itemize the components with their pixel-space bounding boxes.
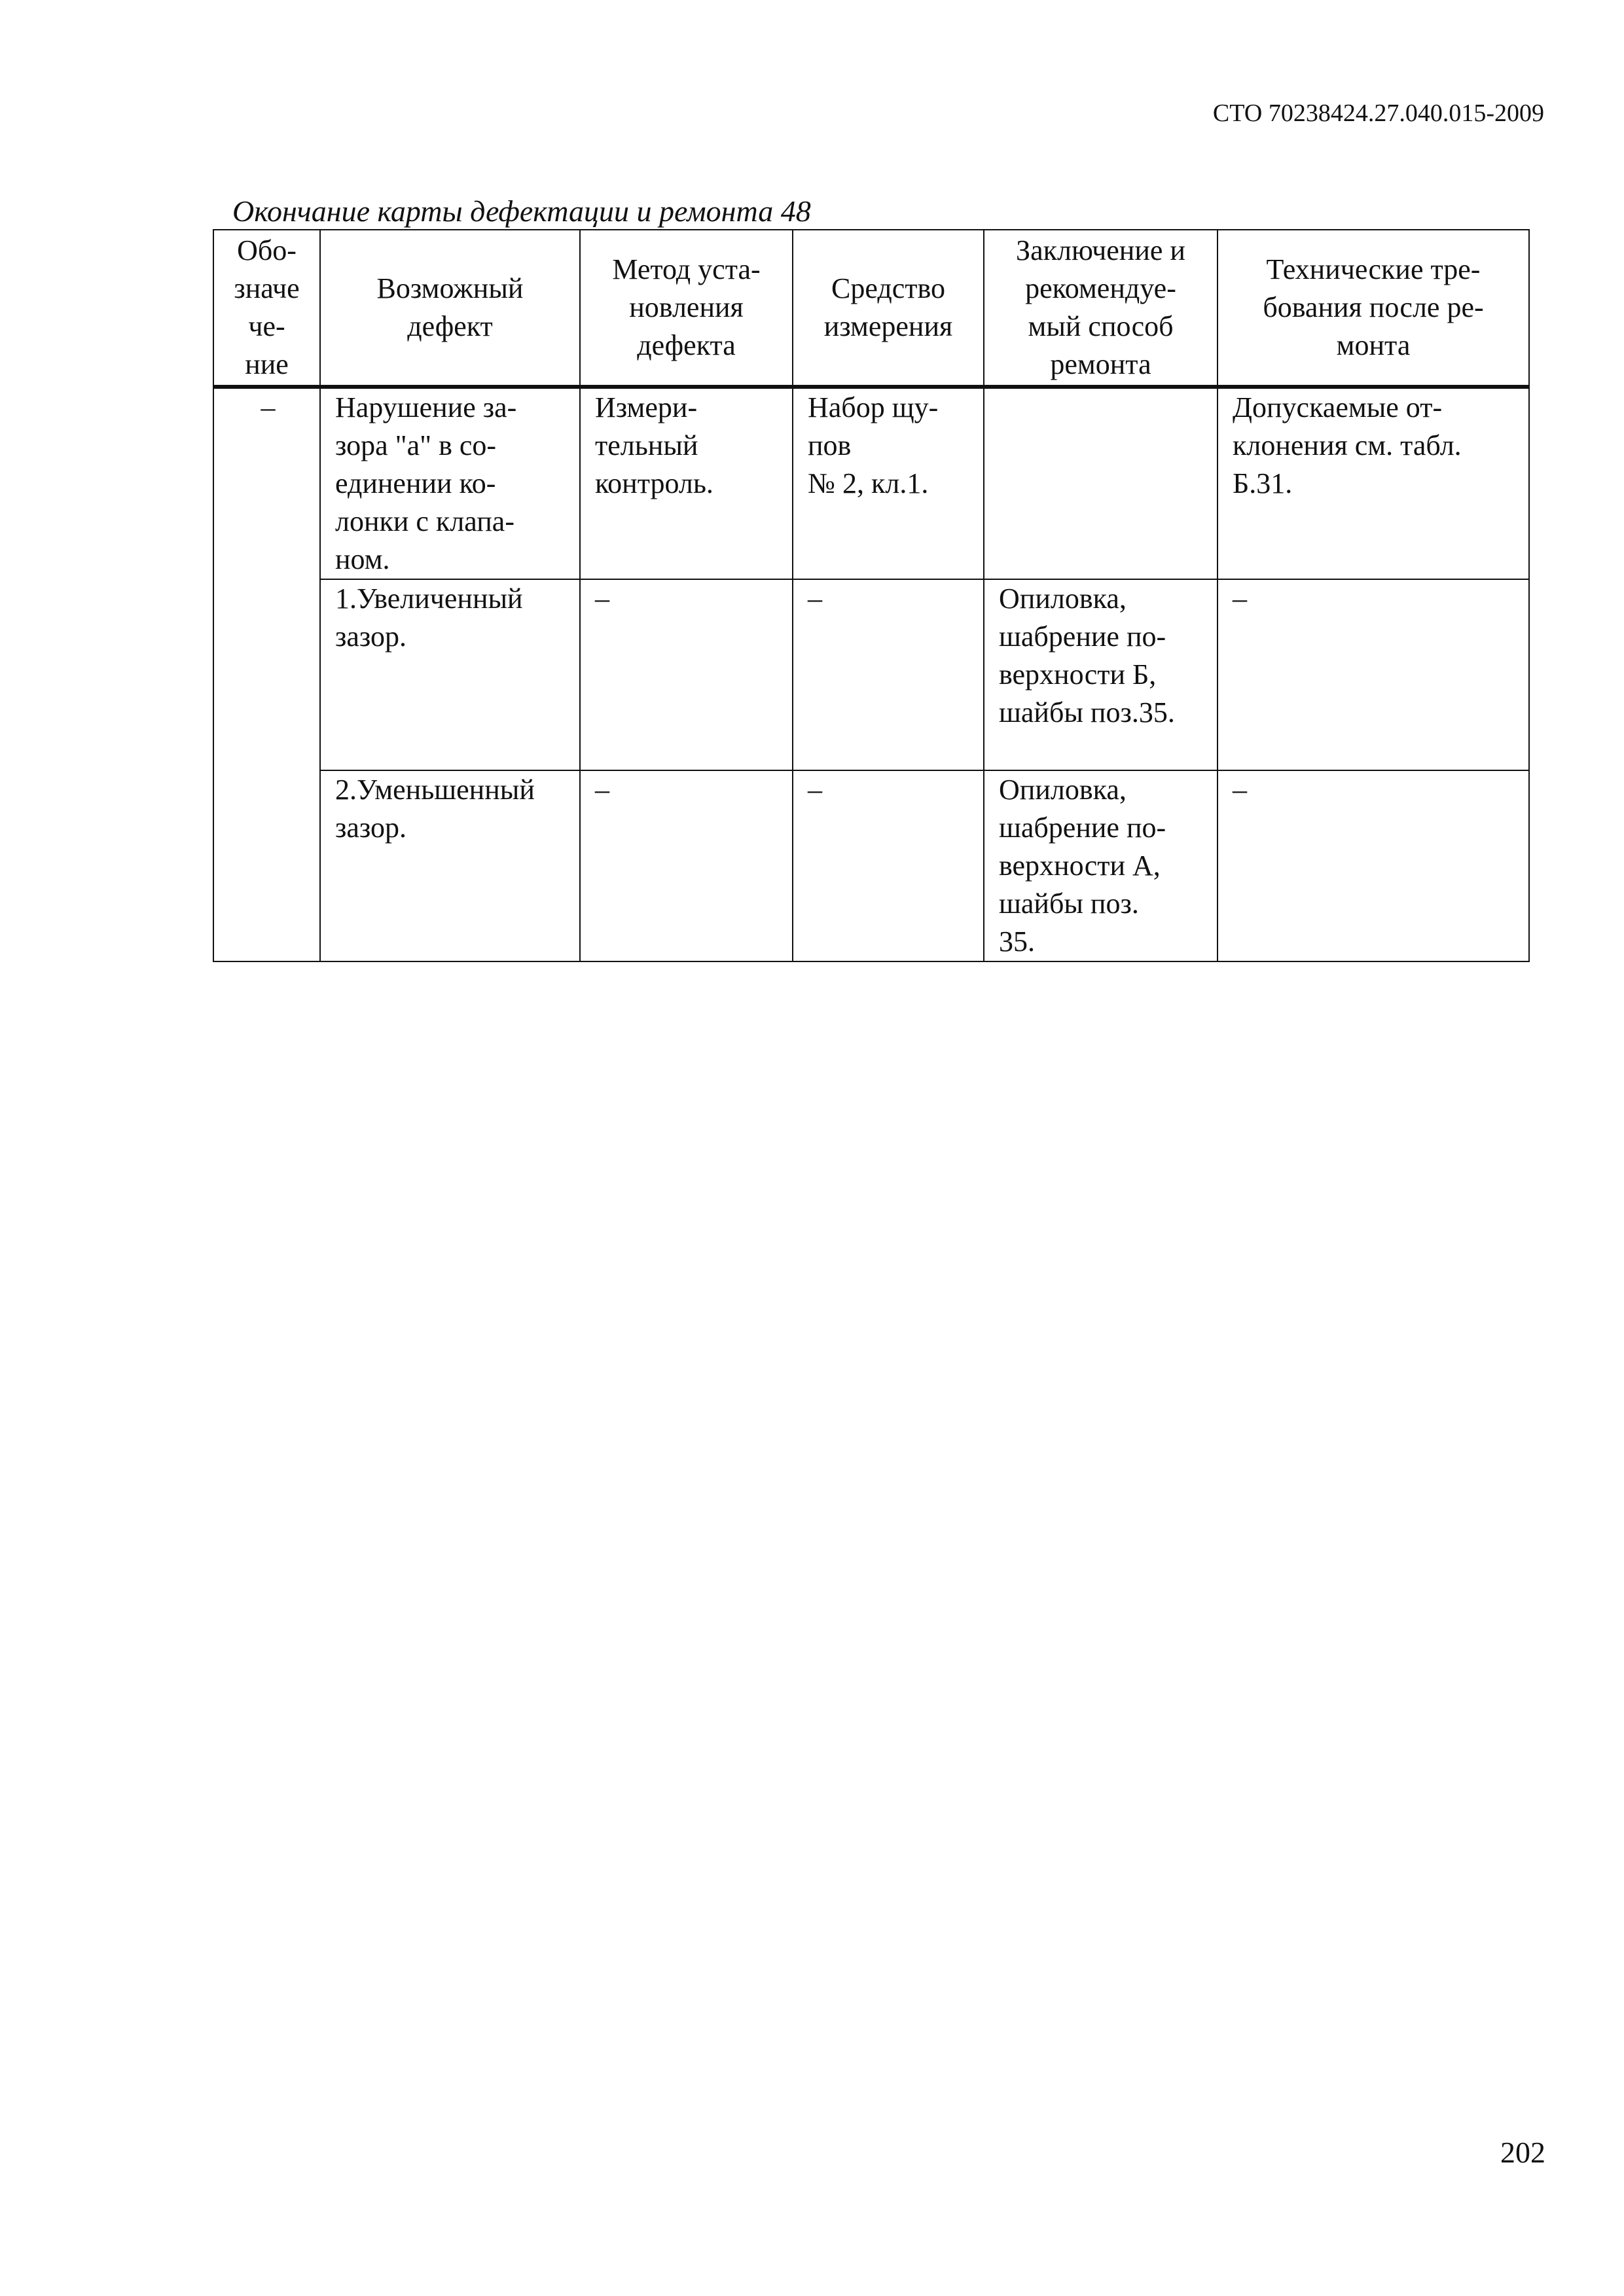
column-header-conclusion-text: Заключение и рекомендуе- мый способ ремонта — [1016, 234, 1185, 380]
cell-conclusion: Опиловка, шабрение по- верхности Б, шайбы поз.35. — [984, 579, 1218, 770]
defect-repair-table — [213, 229, 1530, 962]
cell-tool: – — [793, 579, 984, 770]
table-row — [213, 387, 1529, 579]
cell-requirements: – — [1218, 579, 1529, 770]
column-header-method — [580, 230, 793, 387]
cell-defect: 1.Увеличенный зазор. — [320, 579, 580, 770]
cell-defect: 2.Уменьшенный зазор. — [320, 770, 580, 961]
column-header-requirements — [1218, 230, 1529, 387]
cell-requirements: – — [1218, 770, 1529, 961]
column-header-method-text: Метод уста- новления дефекта — [612, 253, 761, 361]
page-number: 202 — [1500, 2136, 1545, 2169]
cell-designation: – — [213, 387, 320, 961]
cell-conclusion: Опиловка, шабрение по- верхности А, шайбы поз. 35. — [984, 770, 1218, 961]
table-caption: Окончание карты дефектации и ремонта 48 — [232, 194, 811, 228]
cell-tool: – — [793, 770, 984, 961]
table-row — [213, 770, 1529, 961]
cell-method: Измери- тельный контроль. — [580, 387, 793, 579]
column-header-defect-text: Возможный дефект — [376, 272, 524, 342]
column-header-designation — [213, 230, 320, 387]
column-header-requirements-text: Технические тре- бования после ре- монта — [1263, 253, 1484, 361]
table-header-row — [213, 230, 1529, 387]
cell-method: – — [580, 770, 793, 961]
document-code: СТО 70238424.27.040.015-2009 — [1212, 99, 1544, 127]
table-row — [213, 579, 1529, 770]
cell-requirements: Допускаемые от- клонения см. табл. Б.31. — [1218, 387, 1529, 579]
column-header-defect — [320, 230, 580, 387]
column-header-designation-text: Обо- значе че- ние — [234, 234, 300, 380]
cell-conclusion — [984, 387, 1218, 579]
column-header-tool-text: Средство измерения — [823, 272, 953, 342]
column-header-conclusion — [984, 230, 1218, 387]
cell-method: – — [580, 579, 793, 770]
cell-defect: Нарушение за- зора "а" в со- единении ко- лонки с клапа- ном. — [320, 387, 580, 579]
cell-tool: Набор щу- пов № 2, кл.1. — [793, 387, 984, 579]
column-header-tool — [793, 230, 984, 387]
